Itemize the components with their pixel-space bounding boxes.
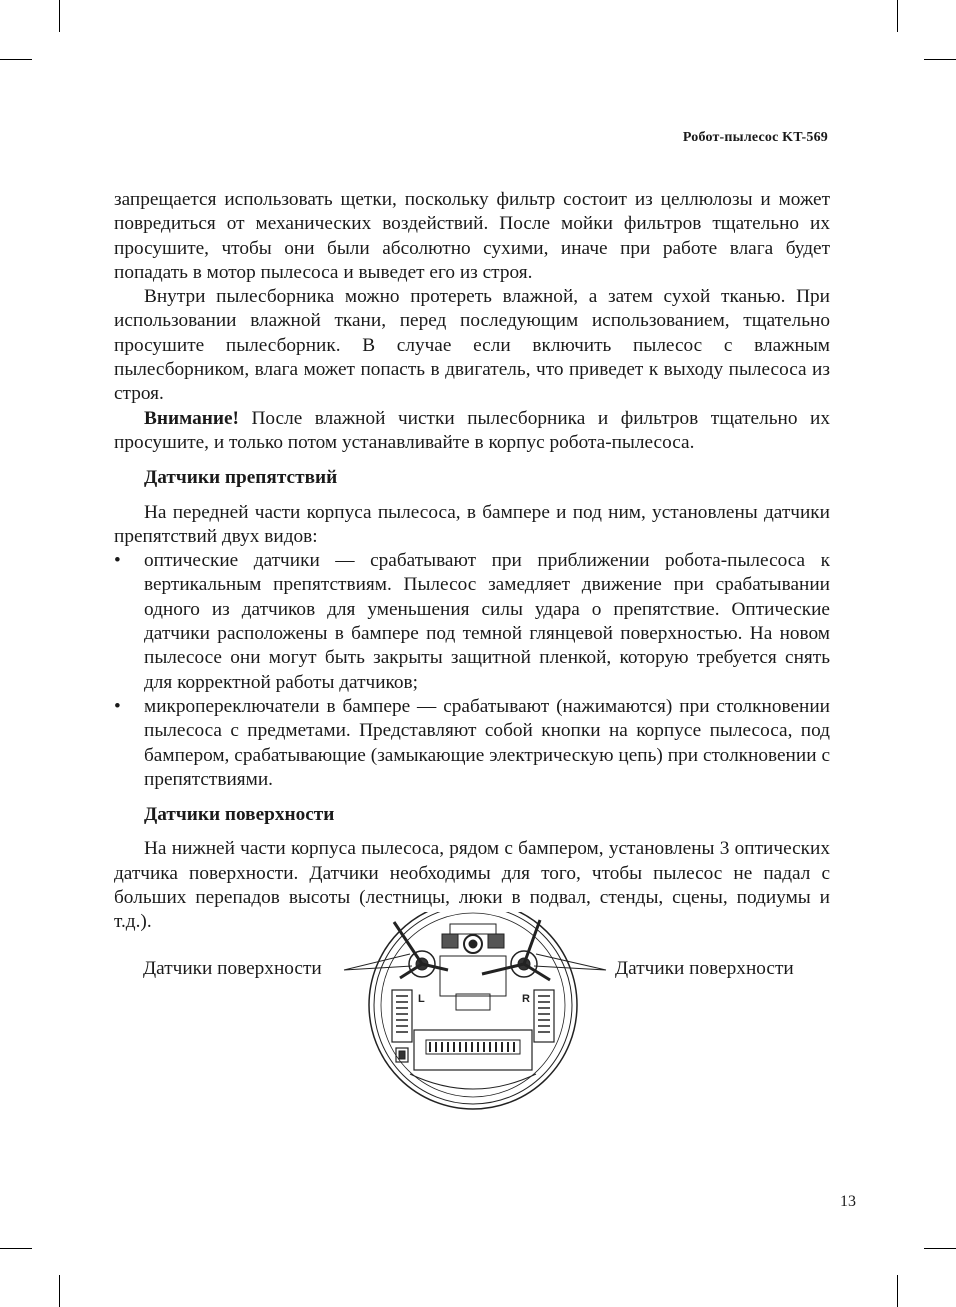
crop-mark: [0, 59, 32, 60]
crop-mark: [59, 1275, 60, 1307]
warning-text: После влажной чистки пылесборника и фильтров тщательно их просушите, и только потом устанавливайте в корпус робота-пылесоса.: [114, 407, 830, 453]
list-item: [114, 695, 830, 792]
wheel-left-label: L: [418, 993, 425, 1005]
crop-mark: [59, 0, 60, 32]
figure-label-left: Датчики поверхности: [143, 958, 322, 979]
section-heading-obstacles: Датчики препятствий: [144, 467, 338, 489]
running-header: Робот-пылесос KT-569: [682, 130, 828, 145]
bullet-list: [114, 549, 830, 792]
list-item-text: оптические датчики — срабатывают при приближении робота-пылесоса к вертикальным препятствиям. Пылесос замедляет движение при срабатывании одного из датчиков для уменьшения силы удара о препятствие. Оптические датчики расположены в бампере под темной глянцевой поверхностью. На новом пылесосе они могут быть закрыты защитной пленкой, которую требуется снять для корректной работы датчиков;: [144, 550, 830, 693]
crop-mark: [924, 1248, 956, 1249]
figure-label-right: Датчики поверхности: [615, 958, 794, 979]
paragraph: запрещается использовать щетки, поскольку фильтр состоит из целлюлозы и может повредиться от механических воздействий. После мойки фильтров тщательно их просушите, чтобы они были абсолютно сухими, иначе при работе влага будет попадать в мотор пылесоса и выведет его из строя.: [114, 189, 830, 283]
list-item-text: микропереключатели в бампере — срабатывают (нажимаются) при столкновении пылесоса с предметами. Представляют собой кнопки на корпусе пылесоса, под бампером, срабатывающие (замыкающие электрическую цепь) при столкновении с препятствиями.: [144, 695, 830, 790]
crop-mark: [897, 0, 898, 32]
bullet-icon: •: [114, 695, 121, 717]
crop-mark: [924, 59, 956, 60]
robot-bottom-diagram: [330, 912, 630, 1124]
crop-mark: [897, 1275, 898, 1307]
warning-label: Внимание!: [144, 407, 239, 429]
bullet-icon: •: [114, 550, 121, 572]
warning-paragraph: [114, 407, 830, 456]
list-item: [114, 549, 830, 695]
wheel-right-label: R: [522, 993, 530, 1005]
page-number: 13: [840, 1193, 856, 1210]
paragraph: Внутри пылесборника можно протереть влажной, а затем сухой тканью. При использовании влажной ткани, перед последующим использованием, тщательно просушите пылесборник. В случае если включить пылесос с влажным пылесборником, влага может попасть в двигатель, что приведет к выходу пылесоса из строя.: [114, 286, 830, 405]
crop-mark: [0, 1248, 32, 1249]
paragraph: На нижней части корпуса пылесоса, рядом с бампером, установлены 3 оптических датчика поверхности. Датчики необходимы для того, чтобы пылесос не падал с больших перепадов высоты (лестницы, люки в подвал, стенды, сцены, подиумы и т.д.).: [114, 838, 830, 933]
main-text: [114, 188, 830, 935]
section-heading-surface: Датчики поверхности: [144, 804, 335, 826]
paragraph: На передней части корпуса пылесоса, в бампере и под ним, установлены датчики препятствий двух видов:: [114, 501, 830, 547]
